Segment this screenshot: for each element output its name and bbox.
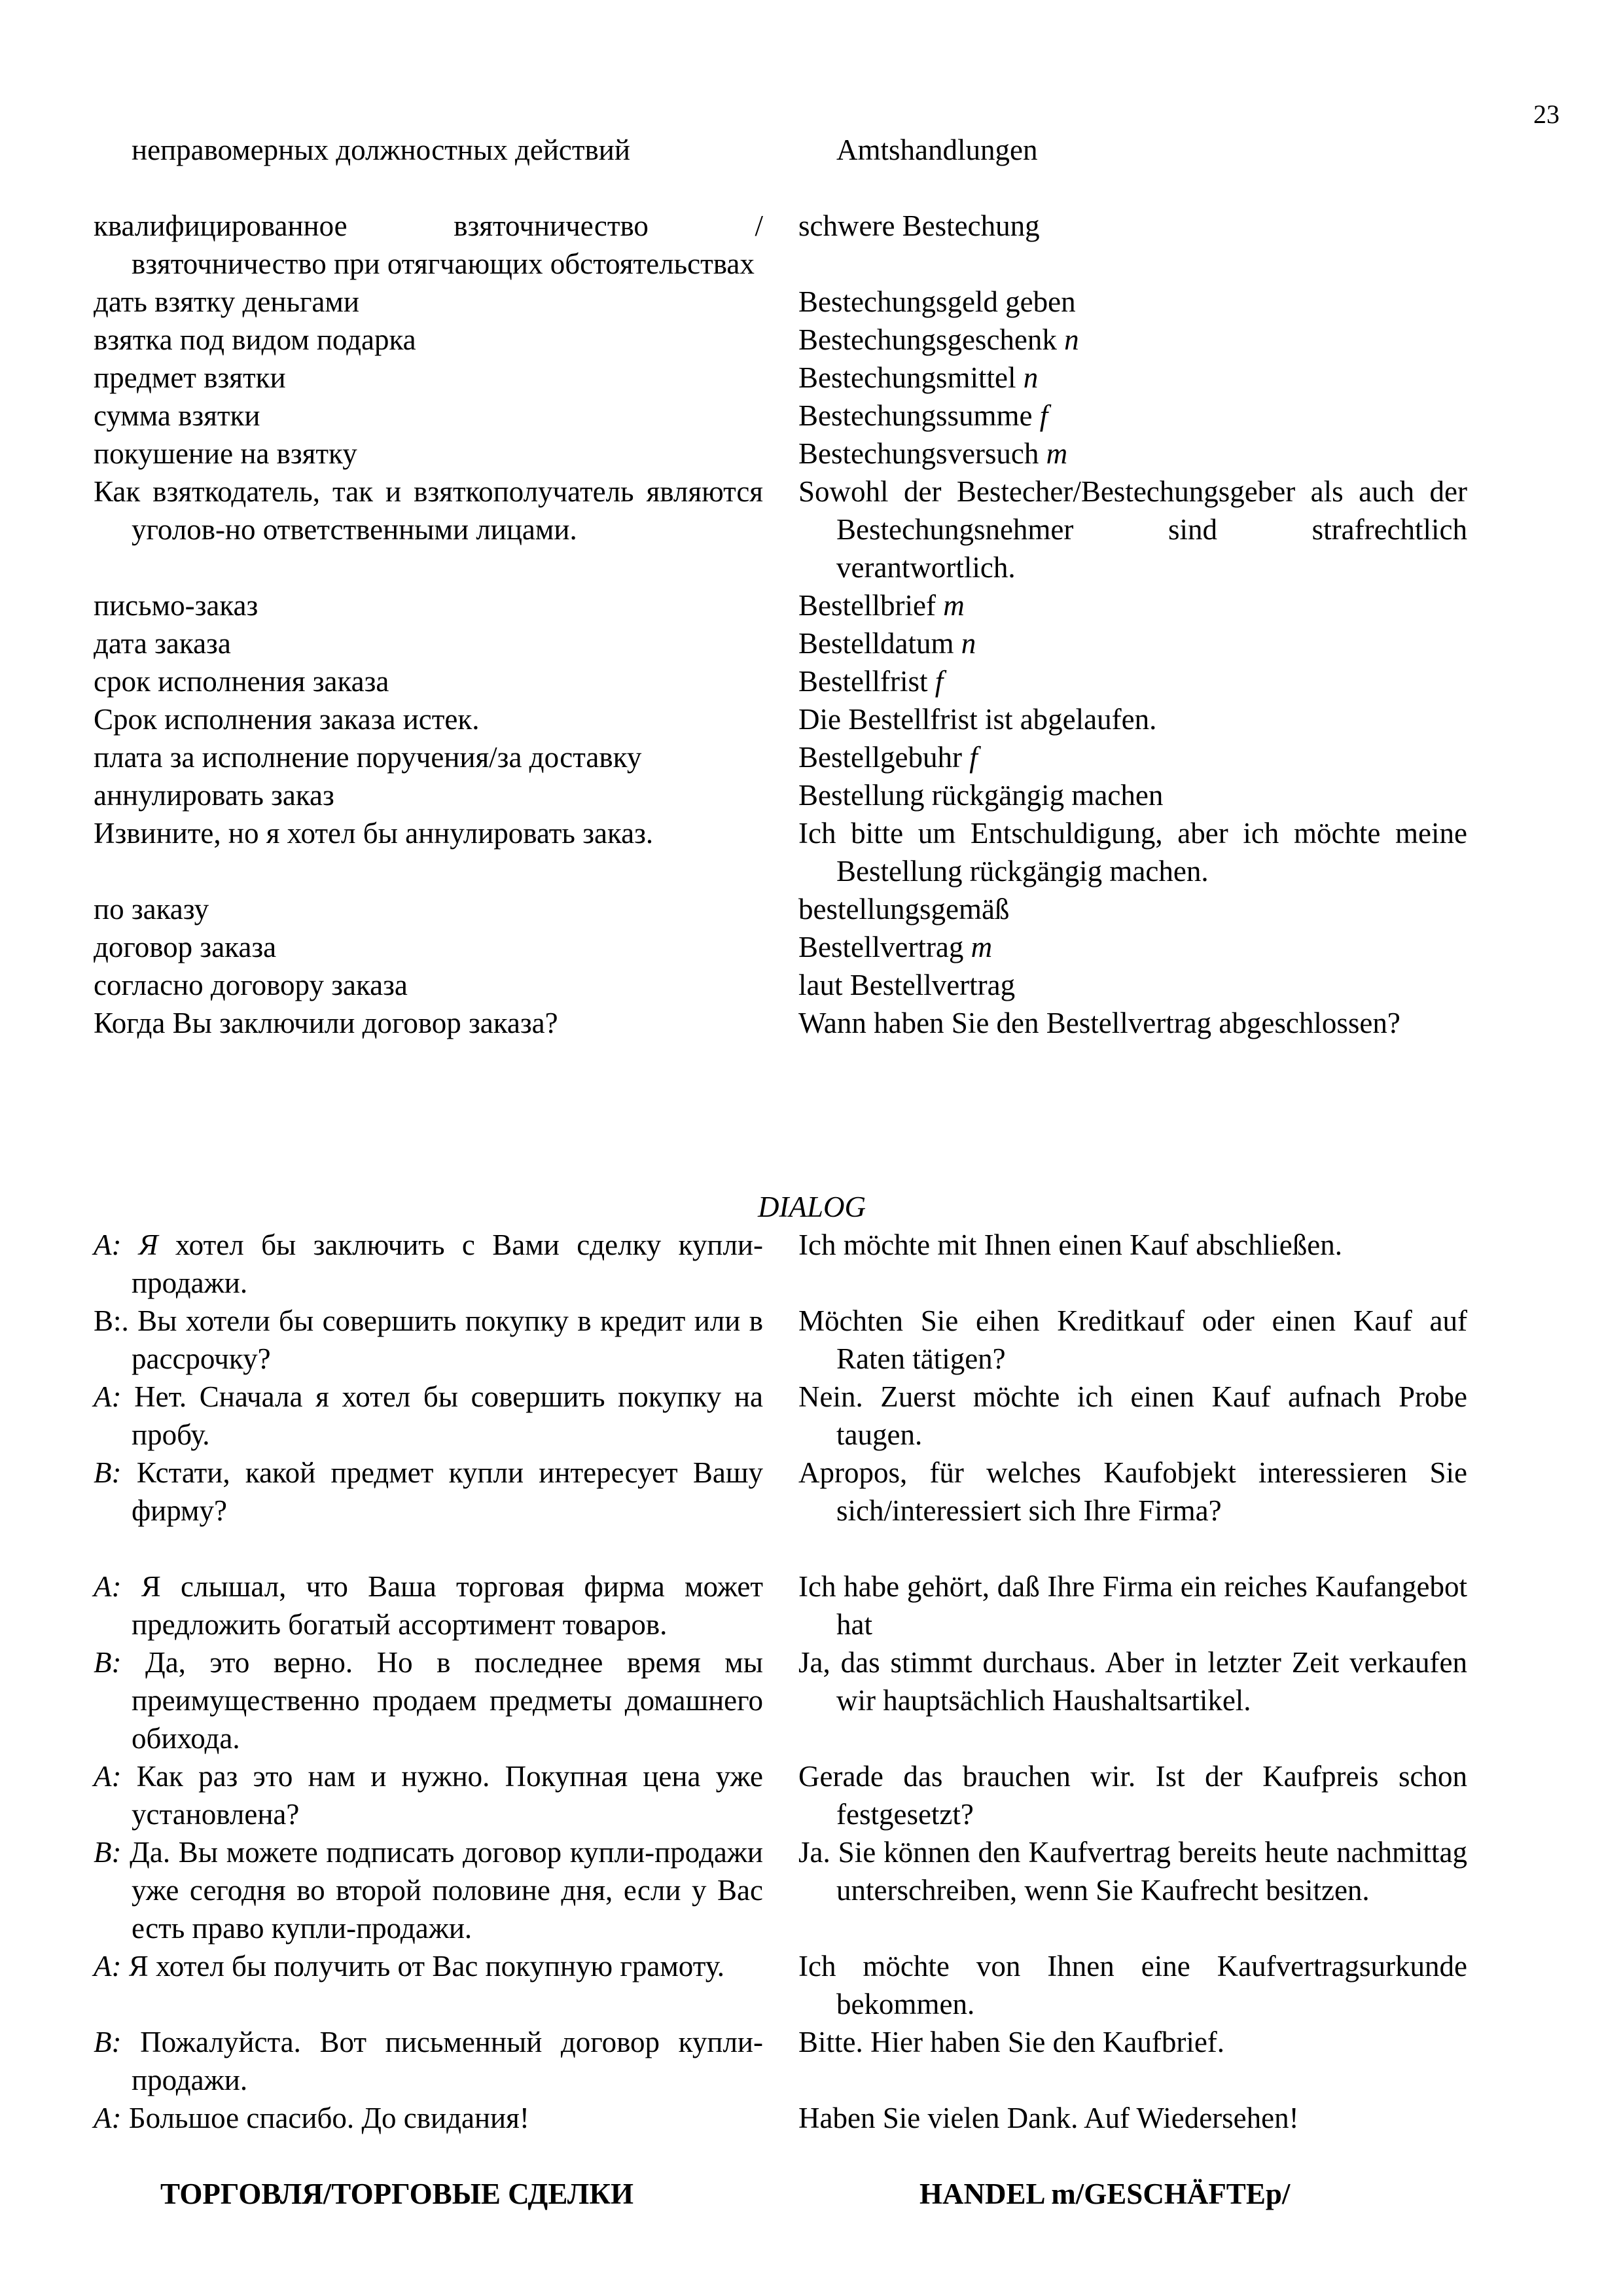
ru-term: договор заказа xyxy=(94,931,277,963)
speaker-label: A: xyxy=(94,1760,122,1793)
gender-mark: n xyxy=(1023,361,1039,394)
de-term: Bestellbrief m xyxy=(798,589,965,622)
entry-row xyxy=(94,928,1467,966)
ru-term: по заказу xyxy=(94,893,209,925)
dialog-row xyxy=(94,1833,1467,1947)
ru-term: письмо-заказ xyxy=(94,589,259,622)
ru-term: дать взятку деньгами xyxy=(94,285,359,318)
section-heading-de: HANDEL m/GESCHÄFTEp/ xyxy=(919,2178,1291,2210)
ru-term: Срок исполнения заказа истек. xyxy=(94,703,480,736)
speaker-pronoun: Я xyxy=(121,1229,158,1261)
page-number: 23 xyxy=(1533,99,1560,129)
speaker-label: A: xyxy=(94,1570,122,1603)
gender-mark: f xyxy=(1039,399,1048,432)
de-line: Ja, das stimmt durchaus. Aber in letzter Zeit verkaufen wir hauptsächlich Haushaltsartikel. xyxy=(798,1646,1467,1717)
ru-line: A: Большое спасибо. До свидания! xyxy=(94,2102,529,2134)
de-term: Wann haben Sie den Bestellvertrag abgeschlossen? xyxy=(798,1007,1400,1039)
de-term: Bestechungsversuch m xyxy=(798,437,1068,470)
entry-row xyxy=(94,700,1467,738)
de-term: laut Bestellvertrag xyxy=(798,969,1016,1001)
speaker-label: B: xyxy=(94,1836,122,1869)
entry-row xyxy=(94,586,1467,624)
entry-row xyxy=(94,321,1467,359)
de-term: Bestellfrist f xyxy=(798,665,944,698)
entry-row xyxy=(94,662,1467,700)
ru-term: плата за исполнение поручения/за доставку xyxy=(94,741,642,774)
entry-row xyxy=(94,814,1467,890)
entry-row xyxy=(94,776,1467,814)
entry-row xyxy=(94,738,1467,776)
de-term: Bestelldatum n xyxy=(798,627,976,660)
entry-row xyxy=(94,1004,1467,1042)
ru-term: Когда Вы заключили договор заказа? xyxy=(94,1007,558,1039)
spacer xyxy=(94,1530,1467,1568)
gender-mark: f xyxy=(935,665,944,698)
ru-term: неправомерных должностных действий xyxy=(132,134,630,166)
ru-term: дата заказа xyxy=(94,627,231,660)
de-line: Gerade das brauchen wir. Ist der Kaufpreis schon festgesetzt? xyxy=(798,1760,1467,1831)
dialog-row xyxy=(94,1757,1467,1833)
de-term: Bestechungssumme f xyxy=(798,399,1048,432)
speaker-label: A: xyxy=(94,1229,122,1261)
de-term: bestellungsgemäß xyxy=(798,893,1010,925)
de-line: Ja. Sie können den Kaufvertrag bereits heute nachmittag unterschreiben, wenn Sie Kaufrecht besitzen. xyxy=(798,1836,1467,1907)
de-term: schwere Bestechung xyxy=(798,209,1040,242)
entry-row xyxy=(94,283,1467,321)
ru-term: аннулировать заказ xyxy=(94,779,334,812)
de-line: Ich möchte mit Ihnen einen Kauf abschließen. xyxy=(798,1229,1342,1261)
de-term: Bestechungsgeschenk n xyxy=(798,323,1079,356)
ru-line: B: Да, это верно. Но в последнее время мы преимущественно продаем предметы домашнего обихода. xyxy=(94,1646,763,1755)
speaker-label: A: xyxy=(94,2102,122,2134)
de-term: Amtshandlungen xyxy=(836,134,1038,166)
gender-mark: f xyxy=(969,741,978,774)
entry-row xyxy=(94,624,1467,662)
speaker-label: A: xyxy=(94,1380,122,1413)
entry-row xyxy=(94,131,1467,169)
speaker-label: B: xyxy=(94,1646,122,1679)
ru-line: A: Как раз это нам и нужно. Покупная цена уже установлена? xyxy=(94,1760,763,1831)
dialog-row xyxy=(94,1302,1467,1378)
dialog-row xyxy=(94,1454,1467,1530)
ru-term: Извините, но я хотел бы аннулировать заказ. xyxy=(94,817,654,850)
ru-line: A: Нет. Сначала я хотел бы совершить покупку на пробу. xyxy=(94,1380,763,1451)
ru-term: Как взяткодатель, так и взяткополучатель являются уголов-но ответственными лицами. xyxy=(94,475,763,546)
entry-row xyxy=(94,890,1467,928)
section-heading-ru: ТОРГОВЛЯ/ТОРГОВЫЕ СДЕЛКИ xyxy=(160,2178,633,2210)
gender-mark: m xyxy=(971,931,993,963)
de-line: Apropos, für welches Kaufobjekt interessieren Sie sich/interessiert sich Ihre Firma? xyxy=(798,1456,1467,1527)
de-term: Bestellung rückgängig machen xyxy=(798,779,1164,812)
glossary-list xyxy=(94,207,1467,1042)
dialog-row xyxy=(94,1378,1467,1454)
de-term: Bestechungsmittel n xyxy=(798,361,1039,394)
ru-line: B: Кстати, какой предмет купли интересует Вашу фирму? xyxy=(94,1456,763,1527)
ru-term: согласно договору заказа xyxy=(94,969,408,1001)
gender-mark: n xyxy=(961,627,976,660)
dialog-row xyxy=(94,1947,1467,2023)
gender-mark: m xyxy=(1046,437,1068,470)
ru-term: покушение на взятку xyxy=(94,437,357,470)
gender-mark: n xyxy=(1064,323,1079,356)
ru-term: сумма взятки xyxy=(94,399,260,432)
ru-line: B: Пожалуйста. Вот письменный договор купли-продажи. xyxy=(94,2026,763,2096)
dialog-row xyxy=(94,1226,1467,1302)
entry-row xyxy=(94,359,1467,397)
de-line: Haben Sie vielen Dank. Auf Wiedersehen! xyxy=(798,2102,1299,2134)
speaker-label: B: xyxy=(94,2026,122,2058)
entry-row xyxy=(94,473,1467,586)
dialog-row xyxy=(94,1568,1467,1643)
ru-line: B: Да. Вы можете подписать договор купли-продажи уже сегодня во второй половине дня, если у Вас есть право купли-продажи. xyxy=(94,1836,763,1945)
gender-mark: m xyxy=(943,589,965,622)
de-term: Sowohl der Bestecher/Bestechungsgeber als auch der Bestechungsnehmer sind strafrechtlich verantwortlich. xyxy=(798,475,1467,584)
dialog-list xyxy=(94,1226,1467,2137)
speaker-label: B: xyxy=(94,1456,122,1489)
dialog-row xyxy=(94,2023,1467,2099)
speaker-label: A: xyxy=(94,1950,122,1982)
ru-term: взятка под видом подарка xyxy=(94,323,416,356)
de-line: Ich habe gehört, daß Ihre Firma ein reiches Kaufangebot hat xyxy=(798,1570,1467,1641)
de-term: Ich bitte um Entschuldigung, aber ich möchte meine Bestellung rückgängig machen. xyxy=(798,817,1467,888)
entry-row xyxy=(94,397,1467,435)
ru-line: A: Я слышал, что Ваша торговая фирма может предложить богатый ассортимент товаров. xyxy=(94,1570,763,1641)
de-line: Nein. Zuerst möchte ich einen Kauf aufnach Probe taugen. xyxy=(798,1380,1467,1451)
ru-line: A: Я хотел бы получить от Вас покупную грамоту. xyxy=(94,1950,725,1982)
ru-line: В:. Вы хотели бы совершить покупку в кредит или в рассрочку? xyxy=(94,1304,763,1375)
ru-term: срок исполнения заказа xyxy=(94,665,389,698)
entry-row xyxy=(94,207,1467,283)
de-term: Bestellvertrag m xyxy=(798,931,993,963)
de-term: Bestechungsgeld geben xyxy=(798,285,1076,318)
de-line: Möchten Sie eihen Kreditkauf oder einen Kauf auf Raten tätigen? xyxy=(798,1304,1467,1375)
ru-term: квалифицированное взяточничество / взяточничество при отягчающих обстоятельствах xyxy=(94,209,763,280)
top-continuation xyxy=(94,131,1467,169)
entry-row xyxy=(94,435,1467,473)
entry-row xyxy=(94,966,1467,1004)
ru-line: A: Я хотел бы заключить с Вами сделку купли-продажи. xyxy=(94,1229,763,1299)
de-term: Bestellgebuhr f xyxy=(798,741,978,774)
dialog-title: DIALOG xyxy=(758,1191,866,1223)
de-term: Die Bestellfrist ist abgelaufen. xyxy=(798,703,1157,736)
de-line: Ich möchte von Ihnen eine Kaufvertragsurkunde bekommen. xyxy=(798,1950,1467,2020)
dialog-row xyxy=(94,1643,1467,1757)
de-line: Bitte. Hier haben Sie den Kaufbrief. xyxy=(798,2026,1225,2058)
ru-term: предмет взятки xyxy=(94,361,286,394)
dialog-row xyxy=(94,2099,1467,2137)
